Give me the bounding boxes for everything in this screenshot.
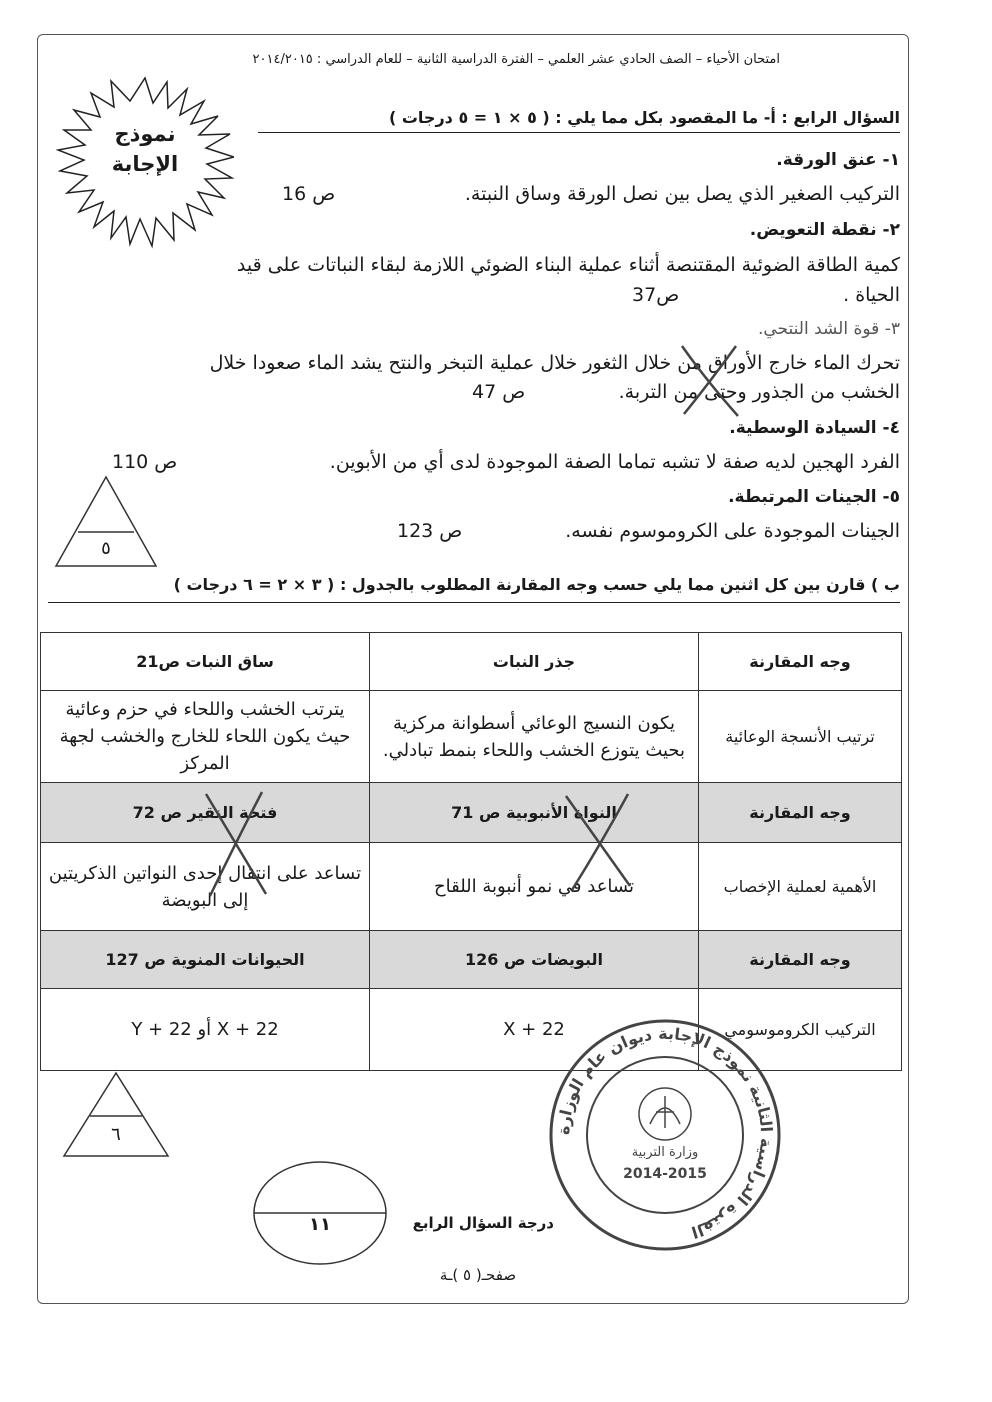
column-stem: ساق النبات ص21 — [41, 633, 370, 691]
item4-page-ref: ص 110 — [112, 451, 178, 473]
item2-page-ref: ص37 — [632, 284, 680, 306]
item3-term: ٣- قوة الشد النتحي. — [757, 319, 900, 339]
stamp-ministry: وزارة التربية — [631, 1145, 699, 1160]
page-number: صفحـ( ٥ )ـة — [439, 1266, 517, 1284]
item3-definition: تحرك الماء خارج الأوراق من خلال الثغور خلال عملية التبخر والنتح يشد الماء صعودا خلال — [209, 352, 900, 374]
table-cell: الحيوانات المنوية ص 127 — [41, 931, 370, 989]
table-cell: X + 22 — [370, 989, 699, 1071]
item3-definition-line2: الخشب من الجذور وحتى من التربة. — [618, 381, 900, 403]
item2-term: ٢- نقطة التعويض. — [749, 220, 900, 240]
item5-term: ٥- الجينات المرتبطة. — [728, 487, 900, 507]
item1-term: ١- عنق الورقة. — [776, 150, 900, 170]
total-score-circle — [250, 1158, 390, 1268]
table-cell: X + 22 أو Y + 22 — [41, 989, 370, 1071]
heading-underline — [258, 132, 900, 133]
table-cell: النواة الأنبوبية ص 71 — [370, 783, 699, 843]
score-b-value: ٦ — [111, 1124, 121, 1145]
item1-page-ref: ص 16 — [282, 183, 336, 205]
item4-definition: الفرد الهجين لديه صفة لا تشبه تماما الصفة الموجودة لدى أي من الأبوين. — [329, 451, 900, 473]
badge-line-1: نموذج — [114, 122, 176, 146]
column-root: جذر النبات — [370, 633, 699, 691]
table-cell: فتحة النقير ص 72 — [41, 783, 370, 843]
item5-page-ref: ص 123 — [397, 520, 463, 542]
ministry-stamp — [546, 1016, 784, 1254]
table-row — [41, 691, 902, 783]
item4-term: ٤- السيادة الوسطية. — [729, 418, 900, 438]
stamp-ring-text: الفترة الدراسية الثانية نموذج الإجابة ديوان عام الوزارة — [553, 1023, 777, 1242]
question-score-label: درجة السؤال الرابع — [412, 1214, 554, 1232]
table-cell: تساعد في نمو أنبوبة اللقاح — [370, 843, 699, 931]
part-b-heading: ب ) قارن بين كل اثنين مما يلي حسب وجه المقارنة المطلوب بالجدول : ( ٣ × ٢ = ٦ درجات ) — [173, 575, 900, 594]
table-cell: البويضات ص 126 — [370, 931, 699, 989]
row-label: وجه المقارنة — [699, 633, 902, 691]
score-a-value: ٥ — [101, 538, 111, 559]
item3-page-ref: ص 47 — [472, 381, 526, 403]
table-row — [41, 931, 902, 989]
row-label: وجه المقارنة — [699, 931, 902, 989]
badge-line-2: الإجابة — [111, 152, 179, 176]
item2-definition: كمية الطاقة الضوئية المقتنصة أثناء عملية البناء الضوئي اللازمة لبقاء النباتات على قيد — [236, 254, 900, 276]
table-cell: تساعد على انتقال إحدى النواتين الذكريتين إلى البويضة — [41, 843, 370, 931]
part-b-underline — [48, 602, 900, 603]
question4-heading: السؤال الرابع : أ- ما المقصود بكل مما يلي : ( ٥ × ١ = ٥ درجات ) — [388, 108, 900, 127]
row-label: الأهمية لعملية الإخصاب — [699, 843, 902, 931]
total-score-value: ١١ — [309, 1214, 331, 1235]
table-row — [41, 633, 902, 691]
row-label: وجه المقارنة — [699, 783, 902, 843]
item5-definition: الجينات الموجودة على الكروموسوم نفسه. — [565, 520, 900, 542]
item2-definition-line2: الحياة . — [843, 284, 900, 306]
table-row — [41, 783, 902, 843]
item1-definition: التركيب الصغير الذي يصل بين نصل الورقة وساق النبتة. — [464, 183, 900, 205]
table-cell: يكون النسيج الوعائي أسطوانة مركزية بحيث يتوزع الخشب واللحاء بنمط تبادلي. — [370, 691, 699, 783]
stamp-year: 2014-2015 — [623, 1166, 707, 1182]
row-label: التركيب الكروموسومي — [699, 989, 902, 1071]
table-cell: يترتب الخشب واللحاء في حزم وعائية حيث يكون اللحاء للخارج والخشب لجهة المركز — [41, 691, 370, 783]
score-triangle-b — [60, 1070, 172, 1160]
row-label: ترتيب الأنسجة الوعائية — [699, 691, 902, 783]
exam-header: امتحان الأحياء – الصف الحادي عشر العلمي – الفترة الدراسية الثانية – للعام الدراسي : ٢٠١٤/٢٠١٥ — [252, 52, 780, 67]
comparison-table — [40, 632, 902, 1071]
table-row — [41, 843, 902, 931]
